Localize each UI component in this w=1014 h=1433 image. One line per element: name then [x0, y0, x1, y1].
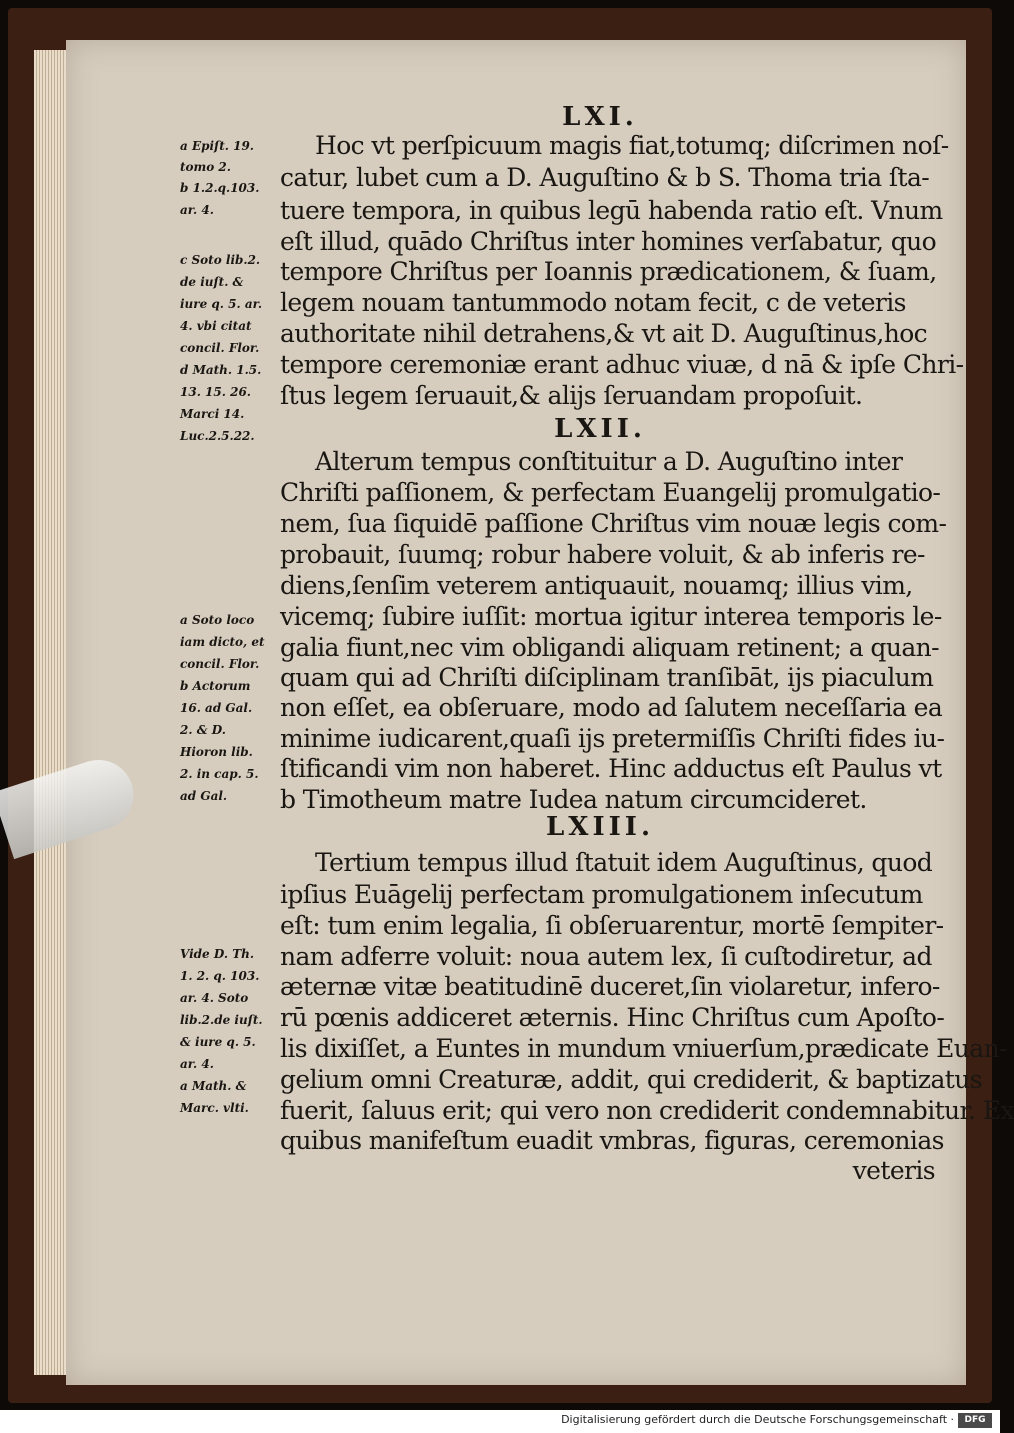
text-line: ipſius Euāgelij perfectam promulgationem inſecutum — [280, 880, 923, 909]
margin-note: 16. ad Gal. — [180, 701, 253, 715]
text-line: Chriſti paſſionem, & perfectam Euangelij promulgatio- — [280, 478, 941, 507]
text-line: galia fiunt,nec vim obligandi aliquam retinent; a quan- — [280, 633, 939, 662]
text-line: tempore Chriſtus per Ioannis prædicationem, & ſuam, — [280, 257, 937, 286]
text-line: diens,ſenſim veterem antiquauit, nouamq; illius vim, — [280, 571, 913, 600]
section-heading-62: LXII. — [554, 414, 646, 444]
text-line: Hoc vt perſpicuum magis fiat,totumq; diſcrimen noſ- — [315, 131, 949, 160]
margin-note: b 1.2.q.103. — [180, 181, 260, 195]
text-line: Tertium tempus illud ſtatuit idem Auguſtinus, quod — [315, 848, 933, 877]
text-line: legem nouam tantummodo notam fecit, c de veteris — [280, 288, 906, 317]
margin-note: 2. & D. — [180, 723, 226, 737]
text-line: Alterum tempus conſtituitur a D. Auguſtino inter — [315, 447, 903, 476]
text-line: nam adferre voluit: noua autem lex, ſi cuſtodiretur, ad — [280, 942, 932, 971]
text-line: tempore ceremoniæ erant adhuc viuæ, d nā & ipſe Chri- — [280, 350, 964, 379]
catchword: veteris — [852, 1156, 935, 1185]
text-line: fuerit, ſaluus erit; qui vero non crediderit condemnabitur. Ex — [280, 1096, 1014, 1125]
text-line: b Timotheum matre Iudea natum circumcideret. — [280, 785, 867, 814]
text-line: non eſſet, ea obſeruare, modo ad ſalutem neceſſaria ea — [280, 693, 943, 722]
text-line: catur, lubet cum a D. Auguſtino & b S. Thoma tria ſta- — [280, 163, 930, 192]
margin-note: ar. 4. — [180, 203, 214, 217]
text-line: gelium omni Creaturæ, addit, qui crediderit, & baptizatus — [280, 1065, 982, 1094]
margin-note: iure q. 5. ar. — [180, 297, 263, 311]
margin-note: a Epiſt. 19. — [180, 139, 254, 153]
margin-note: a Math. & — [180, 1079, 247, 1093]
margin-note: ad Gal. — [180, 789, 228, 803]
margin-note: 2. in cap. 5. — [180, 767, 259, 781]
margin-note: 1. 2. q. 103. — [180, 969, 260, 983]
text-line: ſtificandi vim non haberet. Hinc adductus eſt Paulus vt — [280, 754, 942, 783]
margin-note: d Math. 1.5. — [180, 363, 262, 377]
margin-note: & iure q. 5. — [180, 1035, 256, 1049]
margin-note: Marc. vlti. — [180, 1101, 249, 1115]
text-line: quibus manifeſtum euadit vmbras, figuras, ceremonias — [280, 1126, 944, 1155]
text-line: lis dixiſſet, a Euntes in mundum vniuerſum,prædicate Euan- — [280, 1034, 1007, 1063]
text-line: quam qui ad Chriſti diſciplinam tranſibāt, ijs piaculum — [280, 663, 934, 692]
margin-note: iam dicto, et — [180, 635, 265, 649]
margin-note: de iuſt. & — [180, 275, 244, 289]
text-line: vicemq; ſubire iuſſit: mortua igitur interea temporis le- — [280, 602, 942, 631]
text-line: tuere tempora, in quibus legū habenda ratio eſt. Vnum — [280, 196, 943, 225]
margin-note: lib.2.de iuſt. — [180, 1013, 263, 1027]
margin-note: Marci 14. — [180, 407, 245, 421]
footer-bar — [0, 1410, 1000, 1433]
dfg-logo: DFG — [958, 1413, 992, 1428]
margin-note: b Actorum — [180, 679, 251, 693]
text-line: ſtus legem ſeruauit,& alijs ſeruandam propoſuit. — [280, 381, 863, 410]
margin-note: ar. 4. — [180, 1057, 214, 1071]
text-line: rū pœnis addiceret æternis. Hinc Chriſtus cum Apoſto- — [280, 1003, 945, 1032]
margin-note: c Soto lib.2. — [180, 253, 261, 267]
text-line: authoritate nihil detrahens,& vt ait D. Auguſtinus,hoc — [280, 319, 928, 348]
text-line: æternæ vitæ beatitudinē duceret,ſin violaretur, infero- — [280, 972, 940, 1001]
text-line: minime iudicarent,quaſi ijs pretermiſſis Chriſti fides iu- — [280, 724, 945, 753]
margin-note: Vide D. Th. — [180, 947, 255, 961]
margin-note: tomo 2. — [180, 160, 231, 174]
margin-note: Hioron lib. — [180, 745, 253, 759]
text-line: nem, ſua ſiquidē paſſione Chriſtus vim nouæ legis com- — [280, 509, 947, 538]
margin-note: 4. vbi citat — [180, 319, 252, 333]
margin-note: concil. Flor. — [180, 341, 260, 355]
margin-note: Luc.2.5.22. — [180, 429, 255, 443]
margin-note: a Soto loco — [180, 613, 255, 627]
margin-note: concil. Flor. — [180, 657, 260, 671]
section-heading-63: LXIII. — [546, 812, 654, 842]
text-line: eſt illud, quādo Chriſtus inter homines verſabatur, quo — [280, 227, 937, 256]
funding-notice: Digitalisierung gefördert durch die Deutsche Forschungsgemeinschaft · — [561, 1413, 954, 1426]
margin-note: ar. 4. Soto — [180, 991, 249, 1005]
text-line: probauit, ſuumq; robur habere voluit, & ab inferis re- — [280, 540, 925, 569]
section-heading-61: LXI. — [562, 102, 638, 132]
text-line: eſt: tum enim legalia, ſi obſeruarentur, mortē ſempiter- — [280, 911, 944, 940]
margin-note: 13. 15. 26. — [180, 385, 251, 399]
